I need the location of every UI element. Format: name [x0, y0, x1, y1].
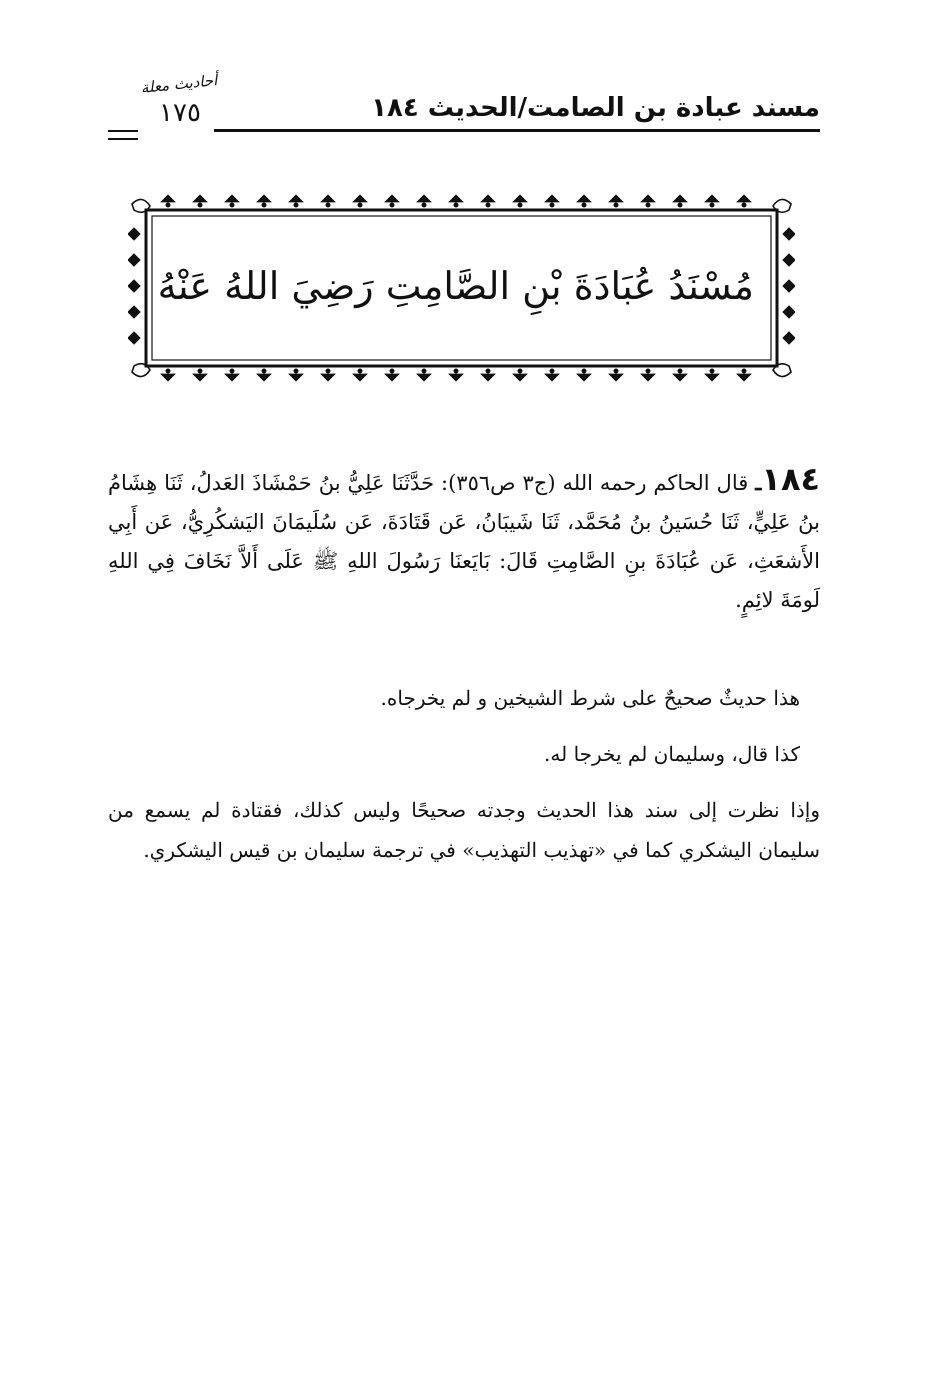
ornament-motif	[161, 374, 175, 381]
ornament-motif	[705, 374, 719, 381]
ornament-motif	[577, 374, 591, 381]
ornament-motif	[783, 228, 795, 240]
ornament-dot	[646, 369, 650, 373]
ornament-dot	[358, 203, 362, 207]
ornament-dot	[614, 203, 618, 207]
ornament-motif	[783, 306, 795, 318]
ornament-dot	[262, 369, 266, 373]
ornament-dot	[390, 369, 394, 373]
ornament-motif	[321, 374, 335, 381]
ornament-motif	[385, 374, 399, 381]
ornament-motif	[449, 195, 463, 202]
ornament-dot	[614, 369, 618, 373]
ornament-motif	[193, 374, 207, 381]
ornament-motif	[481, 374, 495, 381]
ornament-motif	[641, 374, 655, 381]
ornament-motif	[128, 306, 140, 318]
ornament-motif	[449, 374, 463, 381]
ornament-motif	[673, 374, 687, 381]
ornament-motif	[128, 254, 140, 266]
ornament-dot	[486, 369, 490, 373]
ornament-motif	[353, 195, 367, 202]
ornament-dot	[518, 369, 522, 373]
ornament-dot	[294, 369, 298, 373]
ornament-dot	[294, 203, 298, 207]
ornament-dot	[710, 203, 714, 207]
author-comment: كذا قال، وسليمان لم يخرجا له.	[544, 742, 800, 766]
ornament-dot	[550, 203, 554, 207]
ornament-motif	[225, 374, 239, 381]
ornament-motif	[737, 374, 751, 381]
ornament-motif	[577, 195, 591, 202]
header-divider	[214, 129, 820, 132]
ornament-dot	[710, 369, 714, 373]
ornament-dot	[742, 369, 746, 373]
ornament-dot	[518, 203, 522, 207]
ornament-dot	[166, 369, 170, 373]
ornament-motif	[513, 195, 527, 202]
ornament-dot	[550, 369, 554, 373]
hadith-body: قال الحاكم رحمه الله (ج٣ ص٣٥٦): حَدَّثَنَا عَلِيُّ بنُ حَمْشَاذَ العَدلُ، ثَنَا هِشَامُ بنُ عَلِيٍّ، ثَنَا حُسَينُ بنُ مُحَمَّد، ثَنَا شَيبَانُ، عَن قَتَادَةَ، عَن سُلَيمَانَ اليَشكُرِيُّ، عَن أَبِي الأَشعَثِ، عَن عُبَادَةَ بنِ الصَّامِتِ قَالَ: بَايَعنَا رَسُولَ اللهِ ﷺ عَلَى أَلاَّ نَخَافَ فِي اللهِ لَومَةَ لائِمٍ.	[108, 471, 820, 612]
handwritten-underline	[108, 130, 138, 140]
ornament-dot	[230, 203, 234, 207]
ornamental-banner	[128, 190, 795, 386]
ornament-dot	[678, 203, 682, 207]
ornament-motif	[783, 254, 795, 266]
handwritten-page-number: ١٧٥	[159, 98, 201, 128]
handwritten-note: أحاديث معلة	[139, 71, 219, 97]
hadith-text-block	[108, 460, 820, 620]
ornament-motif	[737, 195, 751, 202]
ornament-motif	[161, 195, 175, 202]
ornament-dot	[230, 369, 234, 373]
ornament-motif	[545, 195, 559, 202]
ornament-dot	[326, 369, 330, 373]
ornament-dot	[678, 369, 682, 373]
ornament-motif	[353, 374, 367, 381]
ornament-motif	[128, 280, 140, 292]
ornament-dot	[358, 369, 362, 373]
ornament-dot	[422, 203, 426, 207]
ornament-dot	[582, 369, 586, 373]
ornament-motif	[321, 195, 335, 202]
hakim-ruling: هذا حديثٌ صحيحٌ على شرط الشيخين و لم يخرجاه.	[380, 686, 800, 710]
ornament-motif	[705, 195, 719, 202]
ornament-motif	[609, 374, 623, 381]
ornament-motif	[289, 195, 303, 202]
ornament-motif	[128, 332, 140, 344]
ornament-motif	[193, 195, 207, 202]
ornament-dot	[326, 203, 330, 207]
ornament-motif	[225, 195, 239, 202]
hadith-separator: ـ	[755, 470, 762, 495]
ornament-motif	[417, 374, 431, 381]
ornament-motif	[783, 332, 795, 344]
ornament-motif	[128, 228, 140, 240]
ornament-motif	[609, 195, 623, 202]
ornament-motif	[481, 195, 495, 202]
ornament-motif	[289, 374, 303, 381]
ornament-dot	[486, 203, 490, 207]
ornament-dot	[166, 203, 170, 207]
ornament-motif	[257, 195, 271, 202]
ornament-dot	[646, 203, 650, 207]
ornament-dot	[422, 369, 426, 373]
ornament-dot	[198, 203, 202, 207]
ornament-motif	[545, 374, 559, 381]
ornament-motif	[385, 195, 399, 202]
ornament-motif	[673, 195, 687, 202]
ornament-motif	[641, 195, 655, 202]
ornament-dot	[454, 369, 458, 373]
ornament-motif	[783, 280, 795, 292]
running-header-title: مسند عبادة بن الصامت/الحديث ١٨٤	[371, 93, 820, 123]
author-analysis: وإذا نظرت إلى سند هذا الحديث وجدته صحيحًا وليس كذلك، فقتادة لم يسمع من سليمان اليشكري كما في «تهذيب التهذيب» في ترجمة سليمان بن قيس اليشكري.	[108, 798, 820, 862]
ornament-motif	[513, 374, 527, 381]
ornament-dot	[582, 203, 586, 207]
ornament-dot	[198, 369, 202, 373]
hadith-number: ١٨٤	[761, 460, 820, 498]
banner-title: مُسْنَدُ عُبَادَةَ بْنِ الصَّامِتِ رَضِيَ اللهُ عَنْهُ	[157, 264, 754, 308]
ornament-dot	[262, 203, 266, 207]
ornament-motif	[257, 374, 271, 381]
ornament-dot	[742, 203, 746, 207]
ornament-dot	[390, 203, 394, 207]
ornament-motif	[417, 195, 431, 202]
ornament-dot	[454, 203, 458, 207]
